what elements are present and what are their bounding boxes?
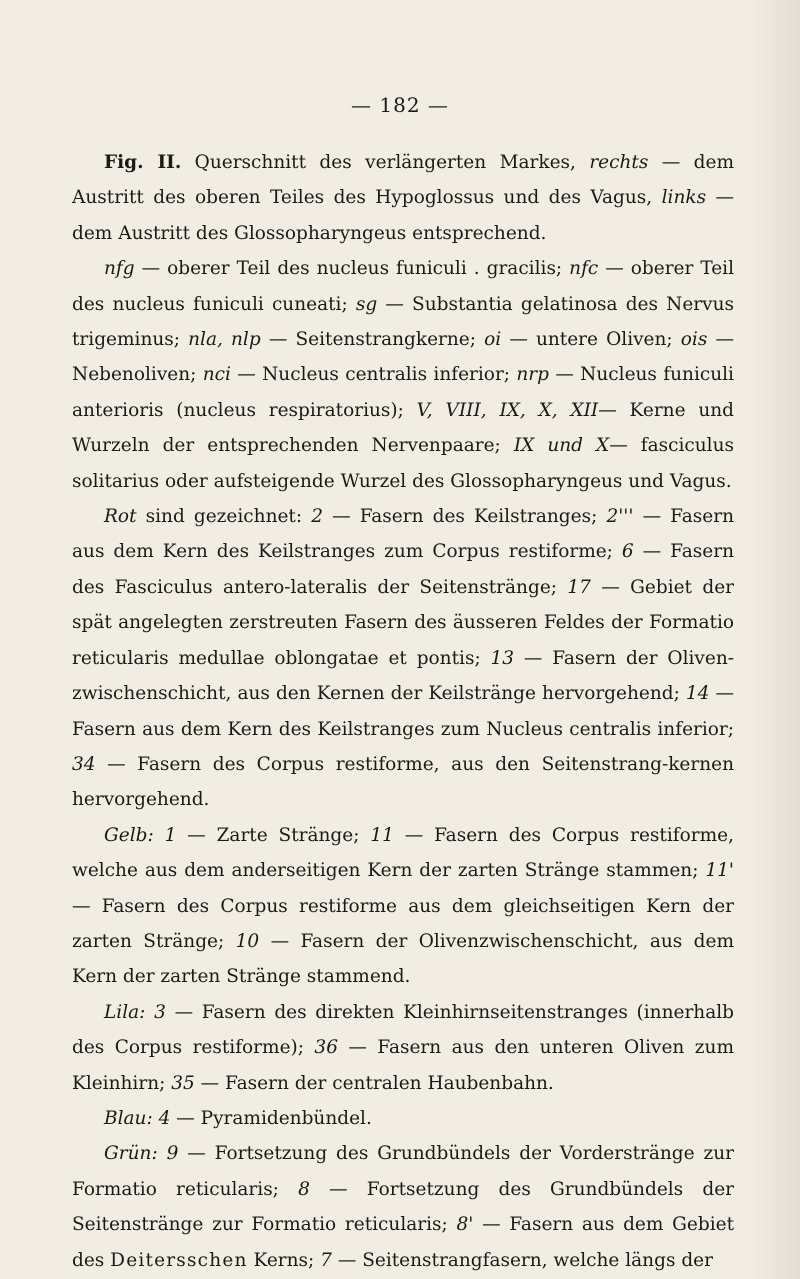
abbreviation: IX und X <box>513 435 610 457</box>
definition-text: — Seitenstrangfasern, welche längs der <box>331 1249 713 1271</box>
definition-text: — Nebenoliven; <box>72 329 734 386</box>
definition-text: — Fasern aus den unteren Oliven zum Kleinhirn; <box>72 1037 734 1094</box>
abbreviation: nrp <box>516 364 549 386</box>
definition-text: — Kerne und Wurzeln der entsprechenden Nervenpaare; <box>72 399 734 457</box>
definition-text: — Nucleus funiculi anterioris (nucleus respiratorius); <box>72 364 734 421</box>
page-number: — 182 — <box>351 93 449 117</box>
number-label: 6 <box>621 541 634 563</box>
definition-text: — Fortsetzung des Grundbündels der Vorderstränge zur Formatio reticularis; <box>72 1143 734 1200</box>
abbreviation: sg <box>355 293 378 315</box>
definition-text: — Fasern des direkten Kleinhirnseitenstranges (innerhalb des Corpus restiforme); <box>72 1001 734 1059</box>
definition-text: — Seitenstrangkerne; <box>260 329 485 351</box>
caption-emphasis: rechts <box>589 152 649 173</box>
definition-text: — Fasern der Olivenzwischenschicht, aus dem Kern der zarten Stränge stammend. <box>72 930 734 988</box>
colour-heading: Rot <box>104 506 137 528</box>
colour-heading: Grün: <box>104 1143 158 1165</box>
abbreviation: nla, nlp <box>188 329 261 351</box>
definition-text: — Fortsetzung des Grundbündels der Seitenstränge zur Formatio reticularis; <box>72 1178 735 1236</box>
number-label: 11' <box>705 860 734 882</box>
abbreviation: nfc <box>569 258 599 280</box>
number-label: 2''' <box>606 506 634 528</box>
definition-text: — Fasern des Keilstranges; <box>322 506 607 528</box>
definition-text: Kerns; <box>247 1249 321 1271</box>
abbreviation: oi <box>484 329 502 351</box>
definition-text: — Fasern des Corpus restiforme aus dem gleichseitigen Kern der zarten Stränge; <box>72 895 734 952</box>
blue-fibres-paragraph <box>72 1101 734 1136</box>
number-label: 11 <box>370 824 394 846</box>
definition-text: — Fasern des Fasciculus antero-lateralis der Seitenstränge; <box>72 541 734 598</box>
number-label: 10 <box>235 930 260 952</box>
abbreviation: nci <box>202 364 231 386</box>
definition-text: — Nucleus centralis inferior; <box>230 364 517 386</box>
number-label: 14 <box>685 683 710 705</box>
spaced-name: Deitersschen <box>110 1249 248 1271</box>
definition-text <box>145 1002 154 1023</box>
lilac-fibres-paragraph <box>72 995 734 1101</box>
definition-text <box>158 1143 167 1164</box>
yellow-fibres-paragraph <box>72 818 734 995</box>
definition-text: — oberer Teil des nucleus funiculi . gracilis; <box>134 258 570 280</box>
definition-text: — Fasern des Corpus restiforme, welche aus dem anderseitigen Kern der zarten Stränge stammen; <box>72 824 734 882</box>
figure-caption-paragraph <box>72 145 734 251</box>
definition-text: — Fasern der centralen Haubenbahn. <box>194 1072 554 1094</box>
number-label: 7 <box>320 1249 332 1271</box>
definition-text: — Substantia gelatinosa des Nervus trigeminus; <box>72 293 734 351</box>
number-label: 1 <box>164 824 177 846</box>
definition-text: — Fasern aus dem Kern des Keilstranges zum Nucleus centralis inferior; <box>72 683 734 740</box>
definition-text: — untere Oliven; <box>501 329 681 351</box>
caption-emphasis: links <box>661 187 707 209</box>
number-label: 36 <box>314 1037 338 1059</box>
caption-text: Querschnitt des verlängerten Markes, <box>181 152 590 173</box>
caption-text: — dem Austritt des Glossopharyngeus entsprechend. <box>72 187 734 244</box>
abbreviation: nfg <box>104 258 135 280</box>
number-label: 17 <box>567 576 591 598</box>
definition-text: sind gezeichnet: <box>136 506 312 528</box>
number-label: 35 <box>171 1072 195 1094</box>
number-label: 13 <box>490 647 515 669</box>
number-label: 8' <box>456 1214 474 1236</box>
definition-text: — Zarte Stränge; <box>176 824 371 846</box>
caption-text: — dem Austritt des oberen Teiles des Hypoglossus und des Vagus, <box>72 152 734 209</box>
abbreviation: V, VIII, IX, X, XII <box>416 399 599 421</box>
number-label: 8 <box>298 1178 310 1200</box>
number-label: 3 <box>154 1001 166 1023</box>
number-label: 2 <box>311 506 323 528</box>
number-label: 34 <box>72 753 96 775</box>
green-fibres-paragraph <box>72 1136 734 1278</box>
figure-label: Fig. II. <box>104 152 182 173</box>
number-label: 4 <box>158 1107 171 1129</box>
colour-heading: Gelb: <box>104 824 154 846</box>
definition-text: — Fasern des Corpus restiforme, aus den Seitenstrang-kernen hervorgehend. <box>72 753 734 811</box>
red-fibres-paragraph <box>72 499 734 818</box>
definition-text: — Fasern der Oliven-zwischenschicht, aus den Kernen der Keilstränge hervorgehend; <box>72 647 734 705</box>
abbreviation: ois <box>680 329 708 351</box>
definition-text: — Gebiet der spät angelegten zerstreuten Fasern des äusseren Feldes der Formatio reticularis medullae oblongatae et pontis; <box>72 576 734 669</box>
definition-text: — Pyramidenbündel. <box>170 1107 372 1129</box>
definition-text: — fasciculus solitarius oder aufsteigende Wurzel des Glossopharyngeus und Vagus. <box>72 435 734 492</box>
definition-text <box>154 825 165 846</box>
colour-heading: Lila: <box>104 1001 146 1023</box>
definition-text: — Fasern aus dem Kern des Keilstranges zum Corpus restiforme; <box>72 506 734 563</box>
colour-heading: Blau: <box>104 1107 153 1129</box>
page-body <box>72 145 734 1278</box>
abbreviations-paragraph <box>72 251 734 499</box>
definition-text: — Fasern aus dem Gebiet des <box>72 1214 734 1271</box>
definition-text: — oberer Teil des nucleus funiculi cuneati; <box>72 258 734 315</box>
number-label: 9 <box>166 1143 179 1165</box>
